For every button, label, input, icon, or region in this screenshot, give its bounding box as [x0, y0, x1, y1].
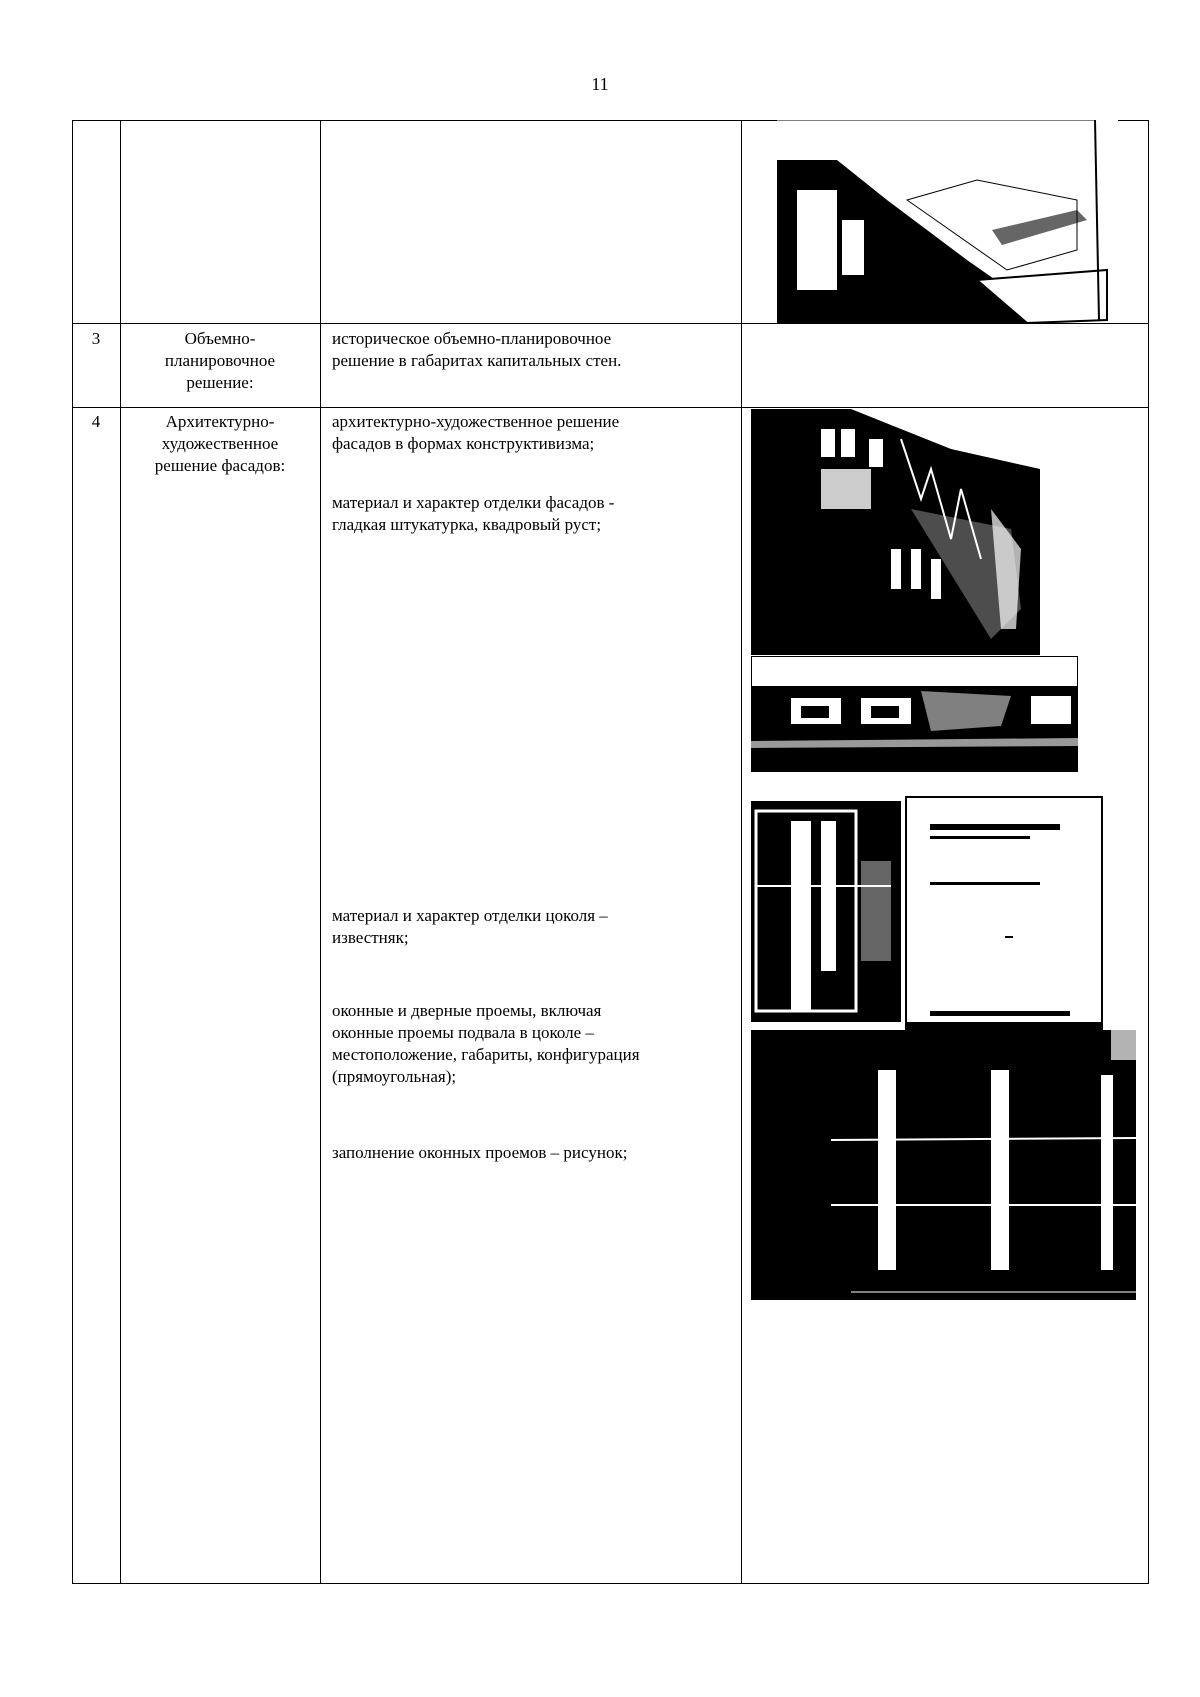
- row-description: историческое объемно-планировочное решение в габаритах капитальных стен.: [332, 329, 622, 370]
- column-divider: [320, 120, 321, 1584]
- row-description: материал и характер отделки цоколя – известняк;: [332, 906, 608, 947]
- page-number: 11: [591, 74, 609, 94]
- row-number: 4: [91, 412, 101, 431]
- row-description: архитектурно-художественное решение фасадов в формах конструктивизма;: [332, 412, 620, 453]
- row-description: материал и характер отделки фасадов - гладкая штукатурка, квадровый руст;: [332, 493, 615, 534]
- row-description: заполнение оконных проемов – рисунок;: [332, 1143, 628, 1162]
- row-subject: Архитектурно- художественное решение фасадов:: [154, 412, 286, 475]
- window-photo: [751, 801, 901, 1022]
- row-number: 3: [91, 329, 101, 348]
- windows-photo: [751, 1030, 1136, 1300]
- row-description: оконные и дверные проемы, включая оконные проемы подвала в цоколе – местоположение, габариты, конфигурация (прямоугольная);: [332, 1001, 640, 1086]
- table-border-right: [1148, 120, 1149, 1584]
- column-divider: [120, 120, 121, 1584]
- table-border-bottom: [72, 1583, 1149, 1584]
- row-divider: [72, 323, 1149, 324]
- plinth-photo: [751, 656, 1078, 772]
- row-subject: Объемно- планировочное решение:: [164, 329, 276, 392]
- window-drawing: [905, 796, 1103, 1044]
- facade-photo: [751, 409, 1040, 655]
- column-divider: [741, 120, 742, 1584]
- building-photo: [777, 120, 1118, 323]
- row-divider: [72, 407, 1149, 408]
